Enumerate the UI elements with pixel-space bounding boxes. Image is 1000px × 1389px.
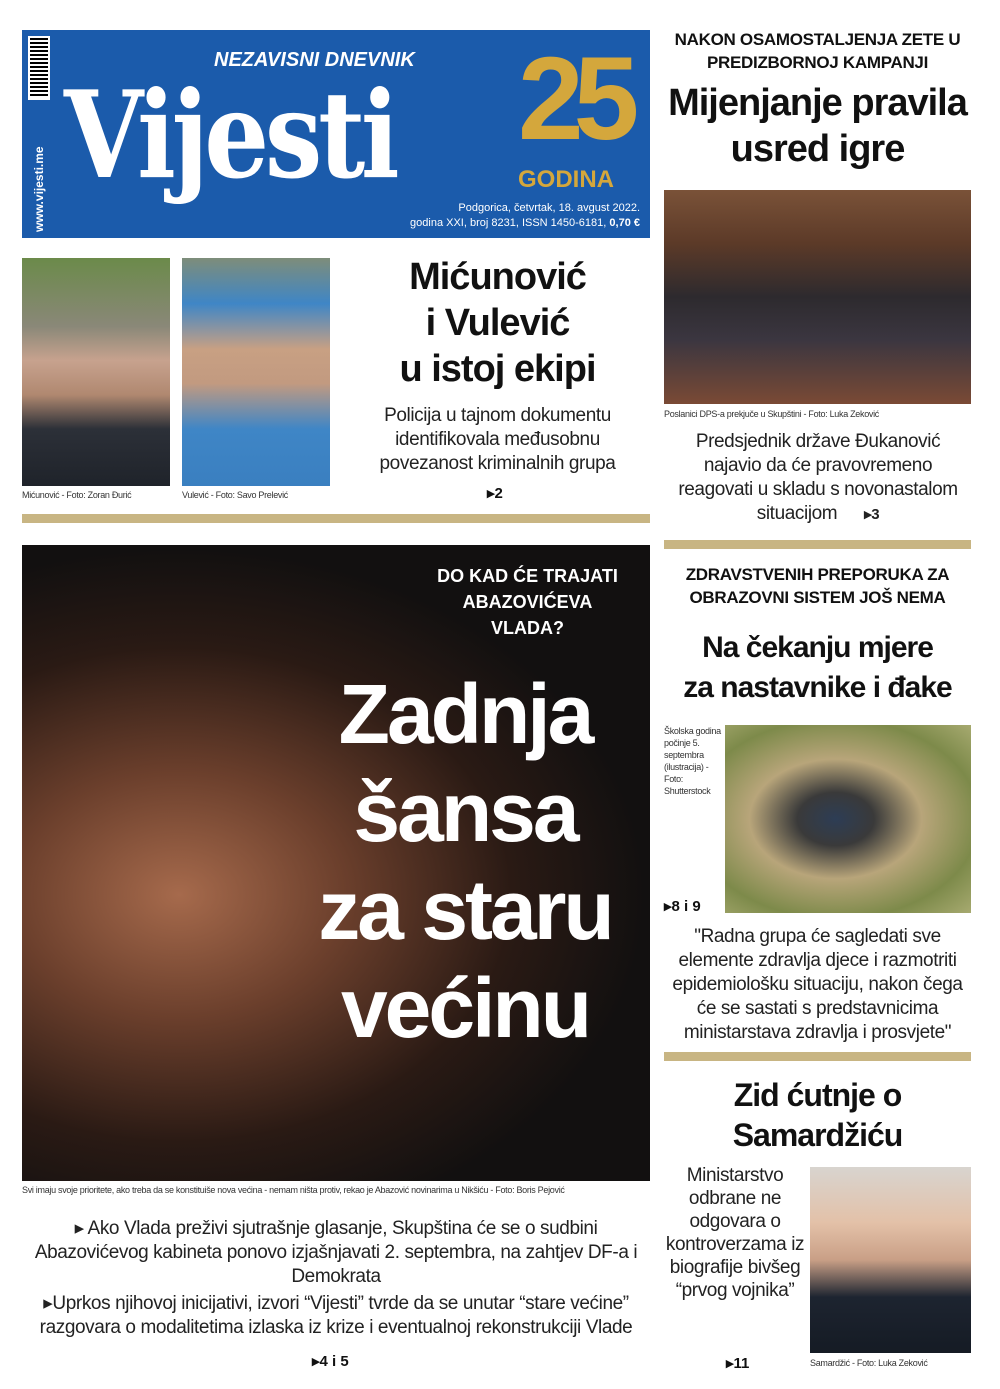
quote-skola: "Radna grupa će sagledati sve elemente zdravlja djece i razmotriti epidemiološku situaciju, nakon čega će se sastati s predstavnicima ministarstava zdravlja i prosvjete" [672,926,963,1043]
caption-vulevic: Vulević - Foto: Savo Prelević [182,490,289,500]
page-ref-number: 3 [871,506,880,523]
masthead-url: www.vijesti.me [32,146,46,232]
caption-samardzic: Samardžić - Foto: Luka Zeković [810,1358,928,1368]
photo-parliament [664,190,971,404]
photo-vulevic [182,258,330,486]
divider [664,1052,971,1061]
bullet-text: Uprkos njihovoj inicijativi, izvori “Vijesti” tvrde da se unutar “stare većine” razgovara o modalitetima izlaska iz krize i eventualnoj rekonstrukciji Vlade [39,1293,633,1338]
headline-samardzic[interactable] [660,1075,975,1155]
divider [22,514,650,523]
headline-line: za nastavnike i đake [683,671,952,704]
caption-parliament: Poslanici DPS-a prekjuče u Skupštini - Foto: Luka Zeković [664,409,880,419]
page-ref-number: 4 i 5 [319,1353,349,1370]
caption-skola: Školska godina počinje 5. septembra (ilustracija) - Foto: Shutterstock [664,726,721,796]
bullet-text: Ako Vlada preživi sjutrašnje glasanje, Skupština će se o sudbini Abazovićevog kabineta ponovo izjašnjavati 2. septembra, na zahtjev DF-a i Demokrata [34,1218,638,1287]
headline-line: Mićunović [409,256,586,298]
masthead [22,30,650,238]
photo-samardzic [810,1167,971,1353]
issue-number: godina XXI, broj 8231, ISSN 1450-6181, [410,217,607,229]
caption-main: Svi imaju svoje prioritete, ako treba da se konstituiše nova većina - nemam ništa protiv, rekao je Abazović novinarima u Nikšiću - Foto: Boris Pejović [22,1185,565,1195]
headline-line: u istoj ekipi [399,348,596,390]
photo-schoolgirl [725,725,971,913]
headline-line: većinu [340,961,590,1055]
deck-micunovic: Policija u tajnom dokumentu identifikovala međusobnu povezanost kriminalnih grupa [379,405,616,474]
kicker-skola: ZDRAVSTVENIH PREPORUKA ZA OBRAZOVNI SISTEM JOŠ NEMA [685,565,950,607]
headline-line: Na čekanju mjere [702,631,933,664]
price: 0,70 € [609,217,640,229]
anniversary-number: 25 [518,33,630,165]
page-ref-3[interactable]: ▸3 [864,506,880,523]
page-ref-number: 8 i 9 [671,898,701,915]
masthead-tagline: NEZAVISNI DNEVNIK [214,49,415,71]
deck-pravila: Predsjednik države Đukanović najavio da će pravovremeno reagovati u skladu s novonastalom situacijom [678,431,958,524]
anniversary-label: GODINA [518,166,614,193]
bullet-1: ▸ Ako Vlada preživi sjutrašnje glasanje, Skupština će se o sudbini Abazovićevog kabineta ponovo izjašnjavati 2. septembra, na zahtjev DF-a i Demokrata [34,1218,638,1287]
headline-line: Mijenjanje pravila [668,82,967,124]
page-ref-2[interactable]: ▸2 [487,485,503,502]
headline-line: za staru [318,863,612,957]
headline-line: Zadnja [338,667,592,761]
headline-line: šansa [353,765,577,859]
barcode [28,36,50,100]
kicker-pravila: NAKON OSAMOSTALJENJA ZETE U PREDIZBORNOJ KAMPANJI [674,30,961,72]
bullet-2: ▸Uprkos njihovoj inicijativi, izvori “Vijesti” tvrde da se unutar “stare većine” razgovara o modalitetima izlaska iz krize i eventualnoj rekonstrukciji Vlade [39,1293,633,1338]
page-ref-8-9[interactable]: ▸8 i 9 [664,898,701,915]
page-ref-number: 2 [494,485,503,502]
page-ref-number: 11 [733,1355,750,1372]
masthead-title: Vijesti [64,65,396,206]
headline-micunovic[interactable] [345,254,650,392]
caption-micunovic: Mićunović - Foto: Zoran Đurić [22,490,132,500]
kicker-main: DO KAD ĆE TRAJATI ABAZOVIĆEVA VLADA? [437,566,618,638]
photo-micunovic [22,258,170,486]
page-ref-11[interactable]: ▸11 [726,1355,750,1372]
headline-pravila[interactable] [660,80,975,172]
headline-line: Samardžiću [732,1117,903,1153]
headline-line: Zid ćutnje o [733,1077,902,1113]
headline-line: i Vulević [425,302,570,344]
dateline: Podgorica, četvrtak, 18. avgust 2022. [458,202,640,214]
page-ref-4-5[interactable]: ▸4 i 5 [312,1353,349,1370]
deck-samardzic: Ministarstvo odbrane ne odgovara o kontroverzama iz biografije bivšeg “prvog vojnika” [665,1165,805,1301]
deck-pravila-block [668,430,968,527]
headline-line: usred igre [730,128,905,170]
headline-main[interactable] [285,665,645,1057]
divider [664,540,971,549]
headline-skola[interactable] [655,628,980,708]
issue-info [410,217,640,230]
